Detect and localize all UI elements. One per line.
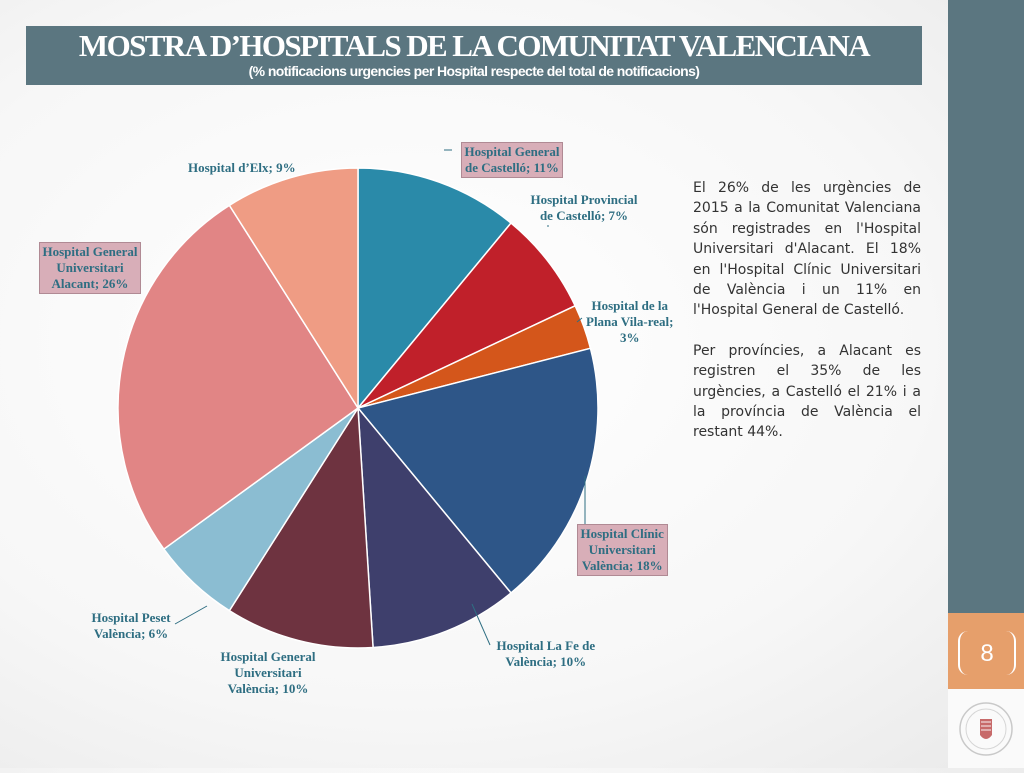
slice-label-line: Hospital Clínic (580, 526, 664, 541)
slice-label-line: Alacant; 26% (51, 276, 129, 291)
slice-label-2 (586, 298, 674, 346)
slice-label-line: València; 6% (93, 626, 169, 641)
side-text (693, 178, 921, 463)
leader-line-6 (175, 606, 207, 624)
side-paragraph-1: El 26% de les urgències de 2015 a la Comunitat Valenciana són registrades en l'Hospital Universitari d'Alacant. El 18% en l'Hospital Clínic Universitari de València i un 11% en l'Hospital General de Castelló. (693, 180, 921, 319)
slice-label-line: de Castelló; 11% (465, 160, 559, 175)
slice-label-line: Universitari (588, 542, 656, 557)
slice-label-line: Hospital Provincial (530, 192, 638, 207)
slice-label-line: Plana Vila-real; (586, 314, 674, 329)
slice-label-7 (39, 242, 142, 294)
university-seal-icon (948, 689, 1024, 768)
slice-label-line: Hospital d’Elx; 9% (188, 160, 296, 175)
slice-label-line: 3% (620, 330, 640, 345)
slice-label-line: Hospital General (464, 144, 560, 159)
slide-title: MOSTRA D’HOSPITALS DE LA COMUNITAT VALENCIANA (78, 28, 870, 63)
slice-label-8 (188, 160, 296, 176)
side-paragraph-2: Per províncies, a Alacant es registren el 35% de les urgències, a Castelló el 21% i a la província de València el restant 44%. (693, 342, 921, 441)
slice-label-line: de Castelló; 7% (539, 208, 629, 223)
slice-label-line: València; 10% (227, 681, 309, 696)
slice-label-line: Hospital de la (591, 298, 669, 313)
slice-label-line: València; 18% (581, 558, 663, 573)
slice-label-line: València; 10% (505, 654, 587, 669)
slice-label-line: Universitari (234, 665, 302, 680)
slide-subtitle: (% notificacions urgencies per Hospital respecte del total de notificacions) (248, 63, 700, 79)
slice-label-line: Universitari (56, 260, 124, 275)
slice-label-4 (497, 638, 596, 670)
slice-label-line: Hospital General (220, 649, 316, 664)
slice-label-line: Hospital Peset (91, 610, 171, 625)
slice-label-line: Hospital La Fe de (496, 638, 596, 653)
slice-label-6 (92, 610, 171, 642)
slice-label-0 (461, 142, 564, 178)
slice-label-3 (577, 524, 668, 576)
university-logo (948, 689, 1024, 768)
slice-label-1 (531, 192, 638, 224)
page-number: 8 (980, 640, 994, 667)
slice-label-5 (221, 649, 316, 697)
slice-label-line: Hospital General (42, 244, 138, 259)
